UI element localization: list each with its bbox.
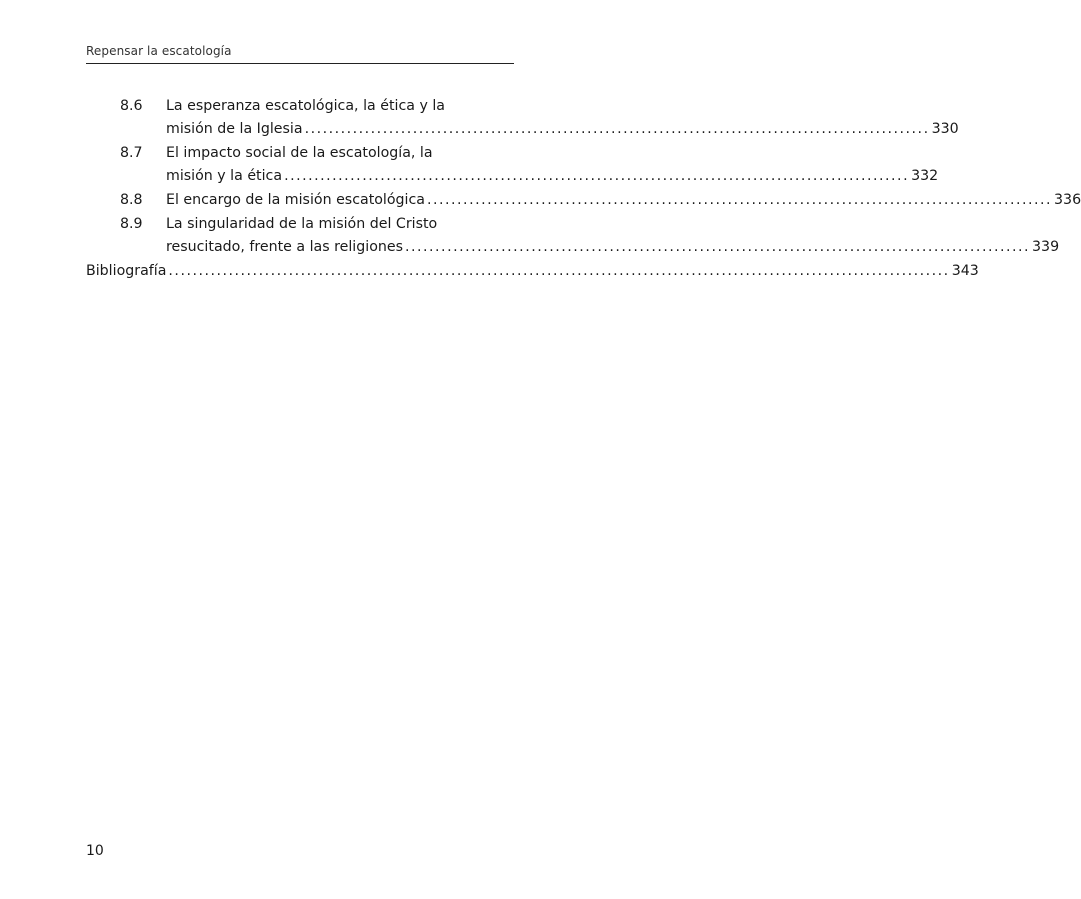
entry-title-line: La singularidad de la misión del Cristo bbox=[166, 216, 438, 232]
dot-leader: ........................................................................................................ bbox=[405, 239, 1031, 255]
dot-leader: ........................................................................................................ bbox=[427, 192, 1053, 208]
entry-number: 8.7 bbox=[120, 145, 143, 161]
entry-title-line: La esperanza escatológica, la ética y la bbox=[166, 98, 445, 114]
dot-leader: .................................................................................................................................. bbox=[168, 263, 950, 279]
header-rule bbox=[86, 63, 514, 64]
entry-title-line: El encargo de la misión escatológica bbox=[166, 192, 425, 208]
running-head: Repensar la escatología bbox=[86, 44, 232, 58]
entry-page-number: 330 bbox=[931, 121, 959, 137]
entry-title-line: misión y la ética bbox=[166, 168, 283, 184]
entry-number: 8.8 bbox=[120, 192, 143, 208]
page-number: 10 bbox=[86, 843, 104, 859]
entry-title-line: Bibliografía bbox=[86, 263, 167, 279]
entry-page-number: 343 bbox=[951, 263, 979, 279]
entry-title-line: El impacto social de la escatología, la bbox=[166, 145, 433, 161]
table-of-contents bbox=[86, 95, 1081, 284]
entry-title-line: resucitado, frente a las religiones bbox=[166, 239, 403, 255]
entry-number: 8.9 bbox=[120, 216, 143, 232]
dot-leader: ........................................................................................................ bbox=[284, 168, 910, 184]
toc-entry-8-7[interactable] bbox=[86, 142, 939, 188]
entry-number: 8.6 bbox=[120, 98, 143, 114]
dot-leader: ........................................................................................................ bbox=[304, 121, 930, 137]
toc-entry-8-9[interactable] bbox=[86, 213, 1060, 259]
entry-title-line: misión de la Iglesia bbox=[166, 121, 303, 137]
entry-page-number: 332 bbox=[911, 168, 939, 184]
toc-entry-8-8[interactable] bbox=[86, 189, 1081, 212]
entry-page-number: 336 bbox=[1054, 192, 1081, 208]
toc-entry-bibliografia[interactable] bbox=[86, 260, 979, 283]
entry-page-number: 339 bbox=[1032, 239, 1060, 255]
toc-entry-8-6[interactable] bbox=[86, 95, 959, 141]
